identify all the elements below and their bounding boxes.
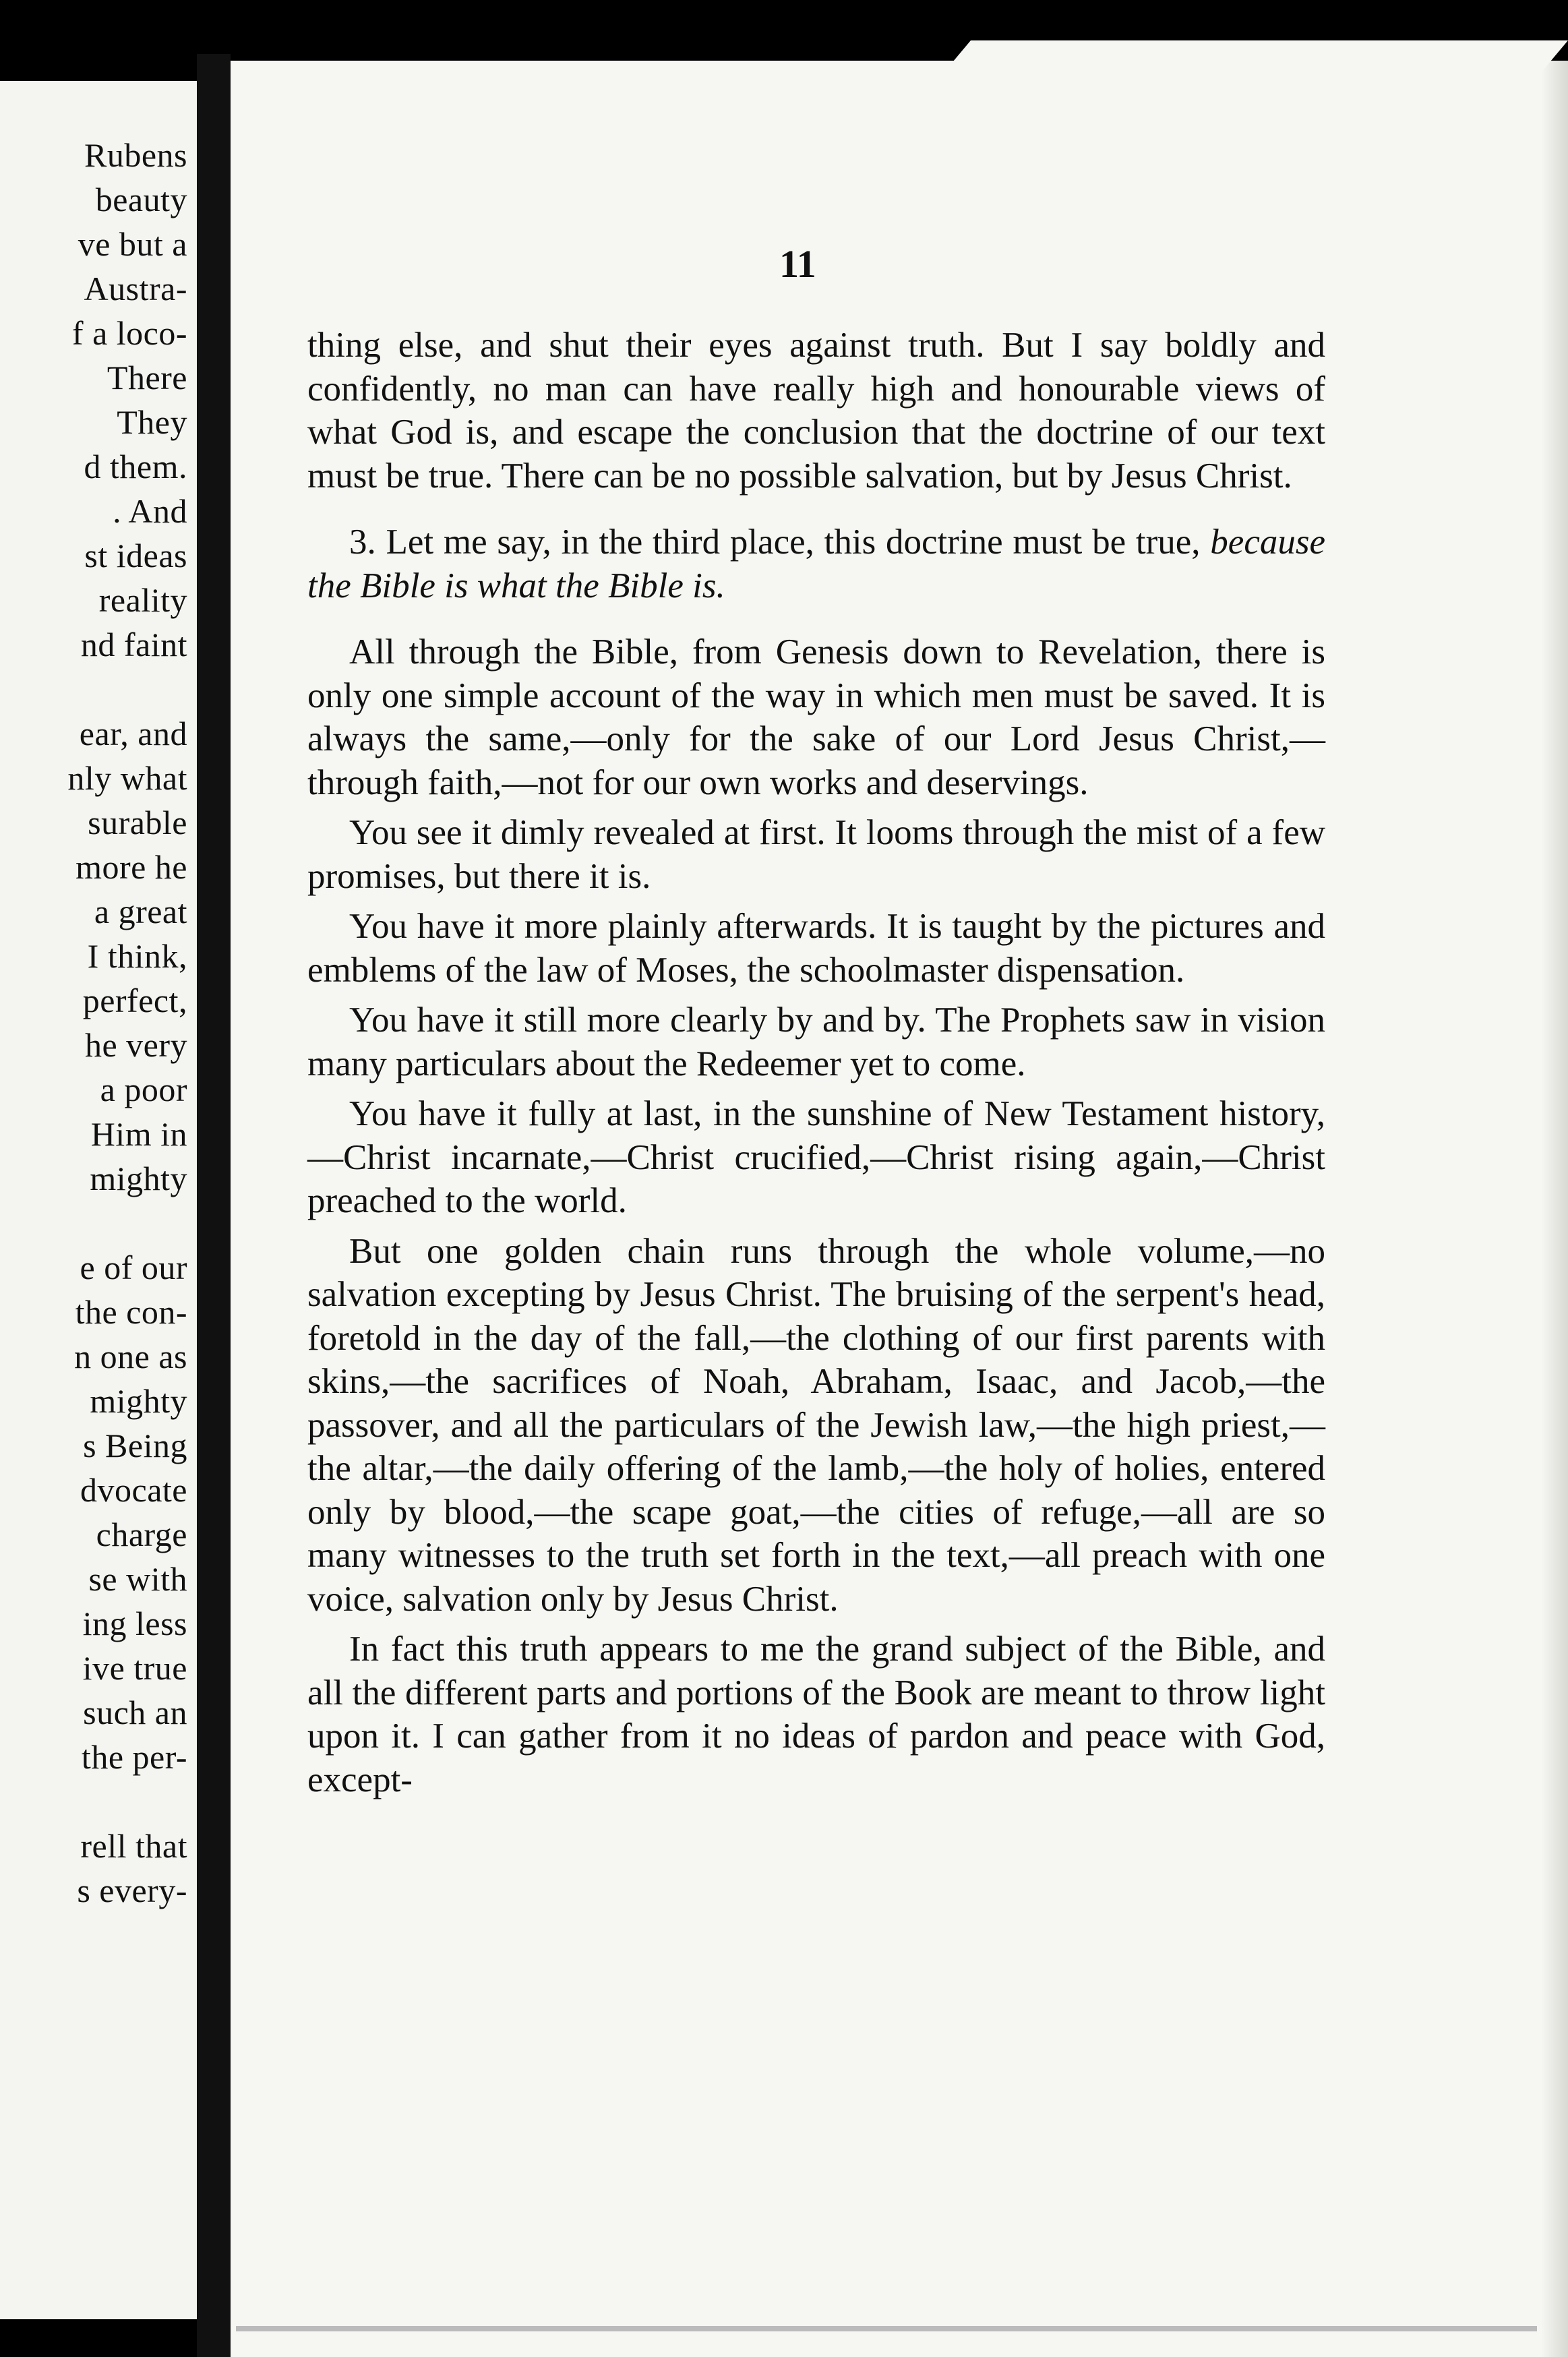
left-page-line: dvocate	[80, 1471, 187, 1509]
left-page-line: more he	[76, 848, 187, 886]
left-page-line: charge	[96, 1516, 187, 1553]
left-page-line: beauty	[95, 181, 187, 218]
left-page-line: n one as	[74, 1338, 187, 1375]
page-corner-strip	[937, 40, 1568, 81]
left-page-line: . And	[113, 492, 187, 530]
left-page-line: Rubens	[84, 136, 187, 174]
paragraph-text: You see it dimly revealed at first. It looms through the mist of a few promises, but there it is.	[307, 813, 1325, 896]
paragraph-text: But one golden chain runs through the whole volume,—no salvation excepting by Jesus Christ. The bruising of the serpent's head, foretold in the day of the fall,—the clothing of our first parents with skins,—the sacrifices of Noah, Abraham, Isaac, and Jacob,—the passover, and all the particulars of the Jewish law,—the high priest,—the altar,—the daily offering of the lamb,—the holy of holies, entered only by blood,—the scape goat,—the cities of refuge,—all are so many witnesses to the truth set forth in the text,—all preach with one voice, salvation only by Jesus Christ.	[307, 1231, 1325, 1619]
left-page-line: They	[117, 403, 187, 441]
left-page-line: se with	[88, 1560, 187, 1598]
left-page-line: he very	[84, 1026, 187, 1064]
left-page-line: mighty	[90, 1160, 187, 1197]
left-page-line: nly what	[67, 759, 187, 797]
left-page-line: ive true	[82, 1649, 187, 1687]
paragraph	[307, 324, 1325, 498]
paragraph	[307, 998, 1325, 1085]
left-page-line: ing less	[82, 1605, 187, 1642]
left-page-line: ve but a	[78, 225, 187, 263]
body-text	[307, 324, 1325, 1808]
paragraph-text: 3. Let me say, in the third place, this doctrine must be true,	[349, 523, 1211, 562]
paragraph	[307, 520, 1325, 607]
left-page-line: st ideas	[84, 537, 187, 574]
paragraph-text: In fact this truth appears to me the grand subject of the Bible, and all the different parts and portions of the Book are meant to throw light upon it. I can gather from it no ideas of pardon and peace with God, except-	[307, 1630, 1325, 1799]
left-page-line: f a loco-	[71, 314, 187, 352]
left-page-line: nd faint	[80, 626, 187, 663]
left-page-fragment	[0, 81, 197, 2319]
left-page-line: a great	[94, 893, 187, 930]
page-number: 11	[779, 242, 816, 286]
paragraph-text: You have it more plainly afterwards. It is taught by the pictures and emblems of the law of Moses, the schoolmaster dispensation.	[307, 907, 1325, 990]
paragraph	[307, 1230, 1325, 1621]
page-edge-shadow	[1541, 61, 1568, 2357]
left-page-line: a poor	[100, 1071, 187, 1108]
paragraph	[307, 811, 1325, 898]
paragraph-text: You have it fully at last, in the sunshine of New Testament history,—Christ incarnate,—Christ crucified,—Christ rising again,—Christ preached to the world.	[307, 1094, 1325, 1220]
left-page-line: perfect,	[82, 982, 187, 1019]
left-page-line: There	[107, 359, 187, 396]
left-page-line: s Being	[83, 1427, 187, 1464]
left-page-line: the con-	[75, 1293, 187, 1331]
paragraph	[307, 905, 1325, 992]
left-page-line: e of our	[80, 1249, 187, 1286]
left-page-line: the per-	[81, 1738, 187, 1776]
left-page-line: I think,	[87, 937, 187, 975]
left-page-line: d them.	[84, 448, 187, 485]
left-page-line: ear, and	[79, 715, 187, 752]
bottom-edge	[236, 2326, 1537, 2331]
paragraph-text: All through the Bible, from Genesis down to Revelation, there is only one simple account of the way in which men must be saved. It is always the same,—only for the sake of our Lord Jesus Christ,—through faith,—not for our own works and deservings.	[307, 632, 1325, 802]
left-page-line: mighty	[90, 1382, 187, 1420]
left-page-line: Him in	[90, 1115, 187, 1153]
paragraph-text: You have it still more clearly by and by. The Prophets saw in vision many particulars about the Redeemer yet to come.	[307, 1001, 1325, 1083]
book-gutter	[197, 54, 231, 2357]
left-page-line: reality	[98, 581, 187, 619]
paragraph	[307, 1628, 1325, 1801]
left-page-line: s every-	[77, 1872, 187, 1909]
paragraph	[307, 630, 1325, 804]
left-page-line: such an	[83, 1694, 187, 1731]
left-page-line: rell that	[80, 1827, 187, 1865]
paragraph	[307, 1092, 1325, 1223]
italic-emphasis: because the Bible is what the Bible is.	[307, 523, 1325, 605]
paragraph-text: thing else, and shut their eyes against truth. But I say boldly and confidently, no man can have really high and honourable views of what God is, and escape the conclusion that the doctrine of our text must be true. There can be no possible salvation, but by Jesus Christ.	[307, 326, 1325, 496]
left-page-line: surable	[88, 804, 187, 841]
left-page-line: Austra-	[84, 270, 187, 307]
